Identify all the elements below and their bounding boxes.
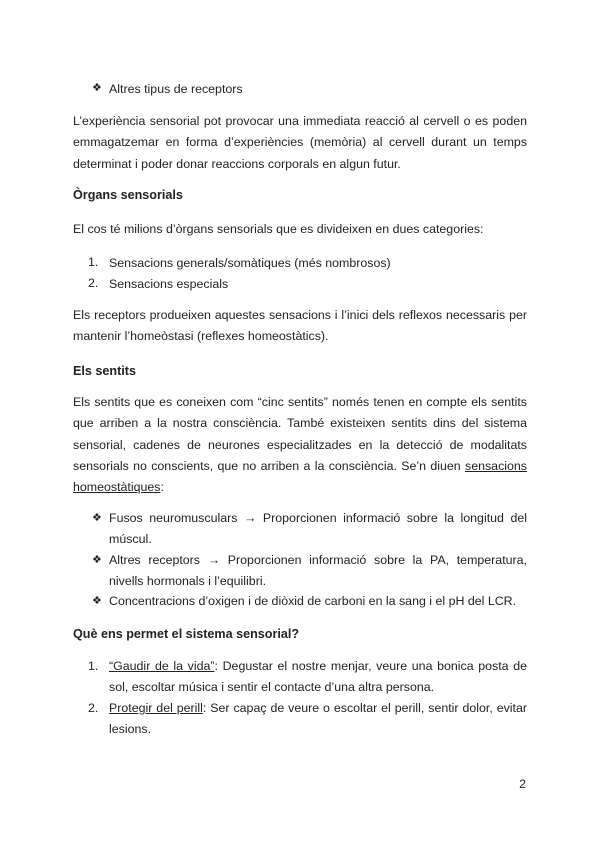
heading-sentits: Els sentits (73, 364, 136, 378)
intro-paragraph: L’experiència sensorial pot provocar una immediata reacció al cervell o es poden emmagatzemar en forma d’experiències (memòria) al cervell durant un temps determinat i poder donar reaccions corporals en algun futur. (73, 114, 527, 171)
heading-permet: Què ens permet el sistema sensorial? (73, 627, 300, 641)
sentits-bullet-2: Altres receptors → Proporcionen informació sobre la PA, temperatura, nivells hormonals i l’equilibri. (109, 553, 527, 589)
receptors-paragraph: Els receptors produeixen aquestes sensacions i l’inici dels reflexos necessaris per mantenir l’homeòstasi (reflexes homeostàtics). (73, 308, 527, 344)
diamond-bullet-icon: ❖ (92, 512, 102, 524)
organs-list-item-1: Sensacions generals/somàtiques (més nombrosos) (109, 256, 391, 270)
list-number: 2. (88, 276, 99, 290)
permet-item-1: “Gaudir de la vida”: Degustar el nostre menjar, veure una bonica posta de sol, escoltar música i sentir el contacte d’una altra persona. (109, 659, 527, 695)
page-number: 2 (519, 777, 526, 791)
organs-list-item-2: Sensacions especials (109, 277, 229, 291)
sentits-bullet-3: Concentracions d’oxigen i de diòxid de carboni en la sang i el pH del LCR. (109, 594, 517, 608)
diamond-bullet-icon: ❖ (92, 595, 102, 607)
permet-item-1-title: “Gaudir de la vida” (109, 659, 215, 673)
diamond-bullet-icon: ❖ (92, 554, 102, 566)
sentits-text: Els sentits que es coneixen com “cinc sentits” només tenen en compte els sentits que arriben a la nostra consciència. També existeixen sentits dins del sistema sensorial, cadenes de neurones especialitzades en la detecció de modalitats sensorials no conscients, que no arriben a la consciència. Se’n diuen (73, 395, 527, 473)
permet-item-2: Protegir del perill: Ser capaç de veure o escoltar el perill, sentir dolor, evitar lesions. (109, 701, 527, 737)
list-number: 2. (88, 701, 99, 715)
heading-organs: Òrgans sensorials (73, 188, 183, 202)
top-bullet-text: Altres tipus de receptors (109, 82, 243, 96)
list-number: 1. (88, 255, 99, 269)
permet-item-2-title: Protegir del perill (109, 701, 203, 715)
list-number: 1. (88, 659, 99, 673)
diamond-bullet-icon: ❖ (92, 82, 102, 94)
sentits-paragraph: Els sentits que es coneixen com “cinc sentits” només tenen en compte els sentits que arriben a la nostra consciència. També existeixen sentits dins del sistema sensorial, cadenes de neurones especialitzades en la detecció de modalitats sensorials no conscients, que no arriben a la consciència. Se’n diuen sensacions homeostàtiques: (73, 395, 527, 495)
organs-paragraph: El cos té milions d’òrgans sensorials que es divideixen en dues categories: (73, 222, 484, 236)
sentits-bullet-1: Fusos neuromusculars → Proporcionen informació sobre la longitud del múscul. (109, 511, 527, 547)
homeostatic-link-text: sensacions homeostàtiques (73, 458, 527, 495)
